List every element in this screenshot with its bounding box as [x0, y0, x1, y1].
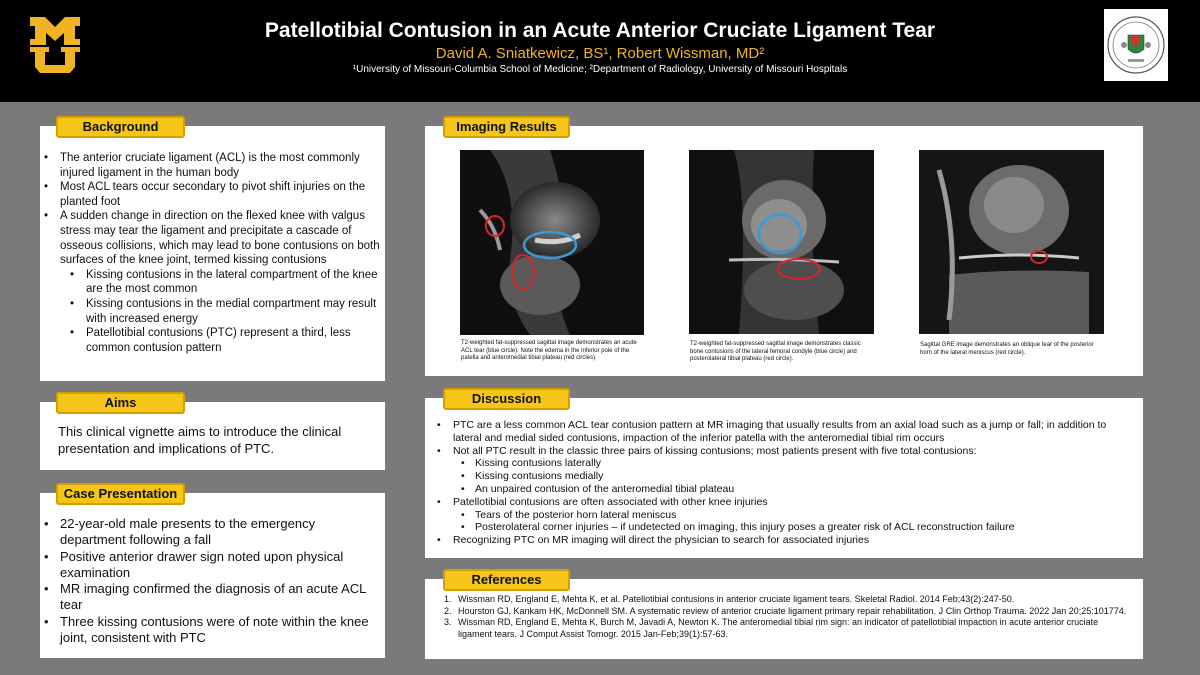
aims-text: This clinical vignette aims to introduce the clinical presentation and implications of PTC. [58, 424, 342, 456]
aims-heading: Aims [56, 392, 185, 414]
mri-image-1 [460, 150, 644, 335]
image-caption-3: Sagittal GRE image demonstrates an oblique tear of the posterior horn of the lateral meniscus (red circle). [920, 342, 1094, 356]
reference-item: 3. Wissman RD, England E, Mehta K, Burch M, Javadi A, Newton K. The anteromedial tibial rim sign: an indicator of patellotibial impaction in acute anterior cruciate ligament tears. J Comput Assist Tomogr. 2015 Jan-Feb;39(1):57-63. [444, 617, 1099, 639]
case-list [40, 516, 382, 646]
list-item: • PTC are a less common ACL tear contusion pattern at MR imaging that usually results from an axial load such as a jump or fall; in addition to lateral and medial sided contusions, impaction of the inferior patella with the anteromedial tibial rim occurs [433, 419, 1133, 445]
imaging-heading: Imaging Results [443, 116, 570, 138]
list-subitem: • Patellotibial contusions (PTC) represent a third, less common contusion pattern [40, 326, 380, 355]
list-item: • A sudden change in direction on the flexed knee with valgus stress may tear the ligament and precipitate a cascade of osseous collisions, which may lead to bone contusions on both surfaces of the knee joint, termed kissing contusions [40, 209, 380, 267]
poster-title: Patellotibial Contusion in an Acute Anterior Cruciate Ligament Tear [264, 19, 936, 42]
list-item: • The anterior cruciate ligament (ACL) is the most commonly injured ligament in the human body [40, 151, 380, 180]
background-list [40, 151, 380, 355]
list-item: • Recognizing PTC on MR imaging will direct the physician to search for associated injuries [433, 534, 1133, 547]
image-caption-1: T2-weighted fat-suppressed sagittal image demonstrates an acute ACL tear (blue circle). Note the edema in the inferior pole of the patella and anteromedial tibial plateau (red circles). [461, 340, 637, 361]
list-subitem: • Kissing contusions in the lateral compartment of the knee are the most common [40, 268, 380, 297]
list-item: • Not all PTC result in the classic three pairs of kissing contusions; most patients present with five total contusions: [433, 445, 1133, 458]
mizzou-m-logo-icon [30, 17, 80, 73]
list-item: • Patellotibial contusions are often associated with other knee injuries [433, 496, 1133, 509]
list-item: • MR imaging confirmed the diagnosis of an acute ACL tear [40, 581, 382, 614]
university-seal-icon [1104, 9, 1168, 81]
poster-header [0, 0, 1200, 102]
references-heading: References [443, 569, 570, 591]
list-subitem: • An unpaired contusion of the anteromedial tibial plateau [433, 483, 1133, 496]
list-subitem: • Kissing contusions in the medial compartment may result with increased energy [40, 297, 380, 326]
list-subitem: • Kissing contusions medially [433, 470, 1133, 483]
poster-authors: David A. Sniatkewicz, BS¹, Robert Wissman, MD² [435, 45, 765, 62]
list-item: • 22-year-old male presents to the emergency department following a fall [40, 516, 382, 549]
image-caption-2: T2-weighted fat-suppressed sagittal image demonstrates classic bone contusions of the lateral femoral condyle (blue circle) and posterolateral tibial plateau (red circle). [690, 341, 861, 362]
mri-image-2 [689, 150, 874, 334]
discussion-heading: Discussion [443, 388, 570, 410]
background-heading: Background [56, 116, 185, 138]
list-subitem: • Posterolateral corner injuries – if undetected on imaging, this injury poses a greater risk of ACL reconstruction failure [433, 521, 1133, 534]
reference-item: 2. Hourston GJ, Kankam HK, McDonnell SM. A systematic review of anterior cruciate ligament primary repair rehabilitation. J Clin Orthop Trauma. 2022 Jan 20;25:101774. [444, 605, 1127, 616]
list-item: • Three kissing contusions were of note within the knee joint, consistent with PTC [40, 614, 382, 647]
reference-item: 1. Wissman RD, England E, Mehta K, et al. Patellotibial contusions in anterior cruciate ligament tears. Skeletal Radiol. 2014 Feb;43(2):247-50. [444, 594, 1015, 604]
list-subitem: • Kissing contusions laterally [433, 457, 1133, 470]
mri-image-3 [919, 150, 1104, 334]
list-subitem: • Tears of the posterior horn lateral meniscus [433, 509, 1133, 522]
poster-affiliations: ¹University of Missouri-Columbia School of Medicine; ²Department of Radiology, University of Missouri Hospitals [352, 64, 848, 75]
list-item: • Most ACL tears occur secondary to pivot shift injuries on the planted foot [40, 180, 380, 209]
list-item: • Positive anterior drawer sign noted upon physical examination [40, 549, 382, 582]
case-heading: Case Presentation [56, 483, 185, 505]
discussion-list [433, 419, 1133, 547]
references-list [440, 594, 1130, 640]
